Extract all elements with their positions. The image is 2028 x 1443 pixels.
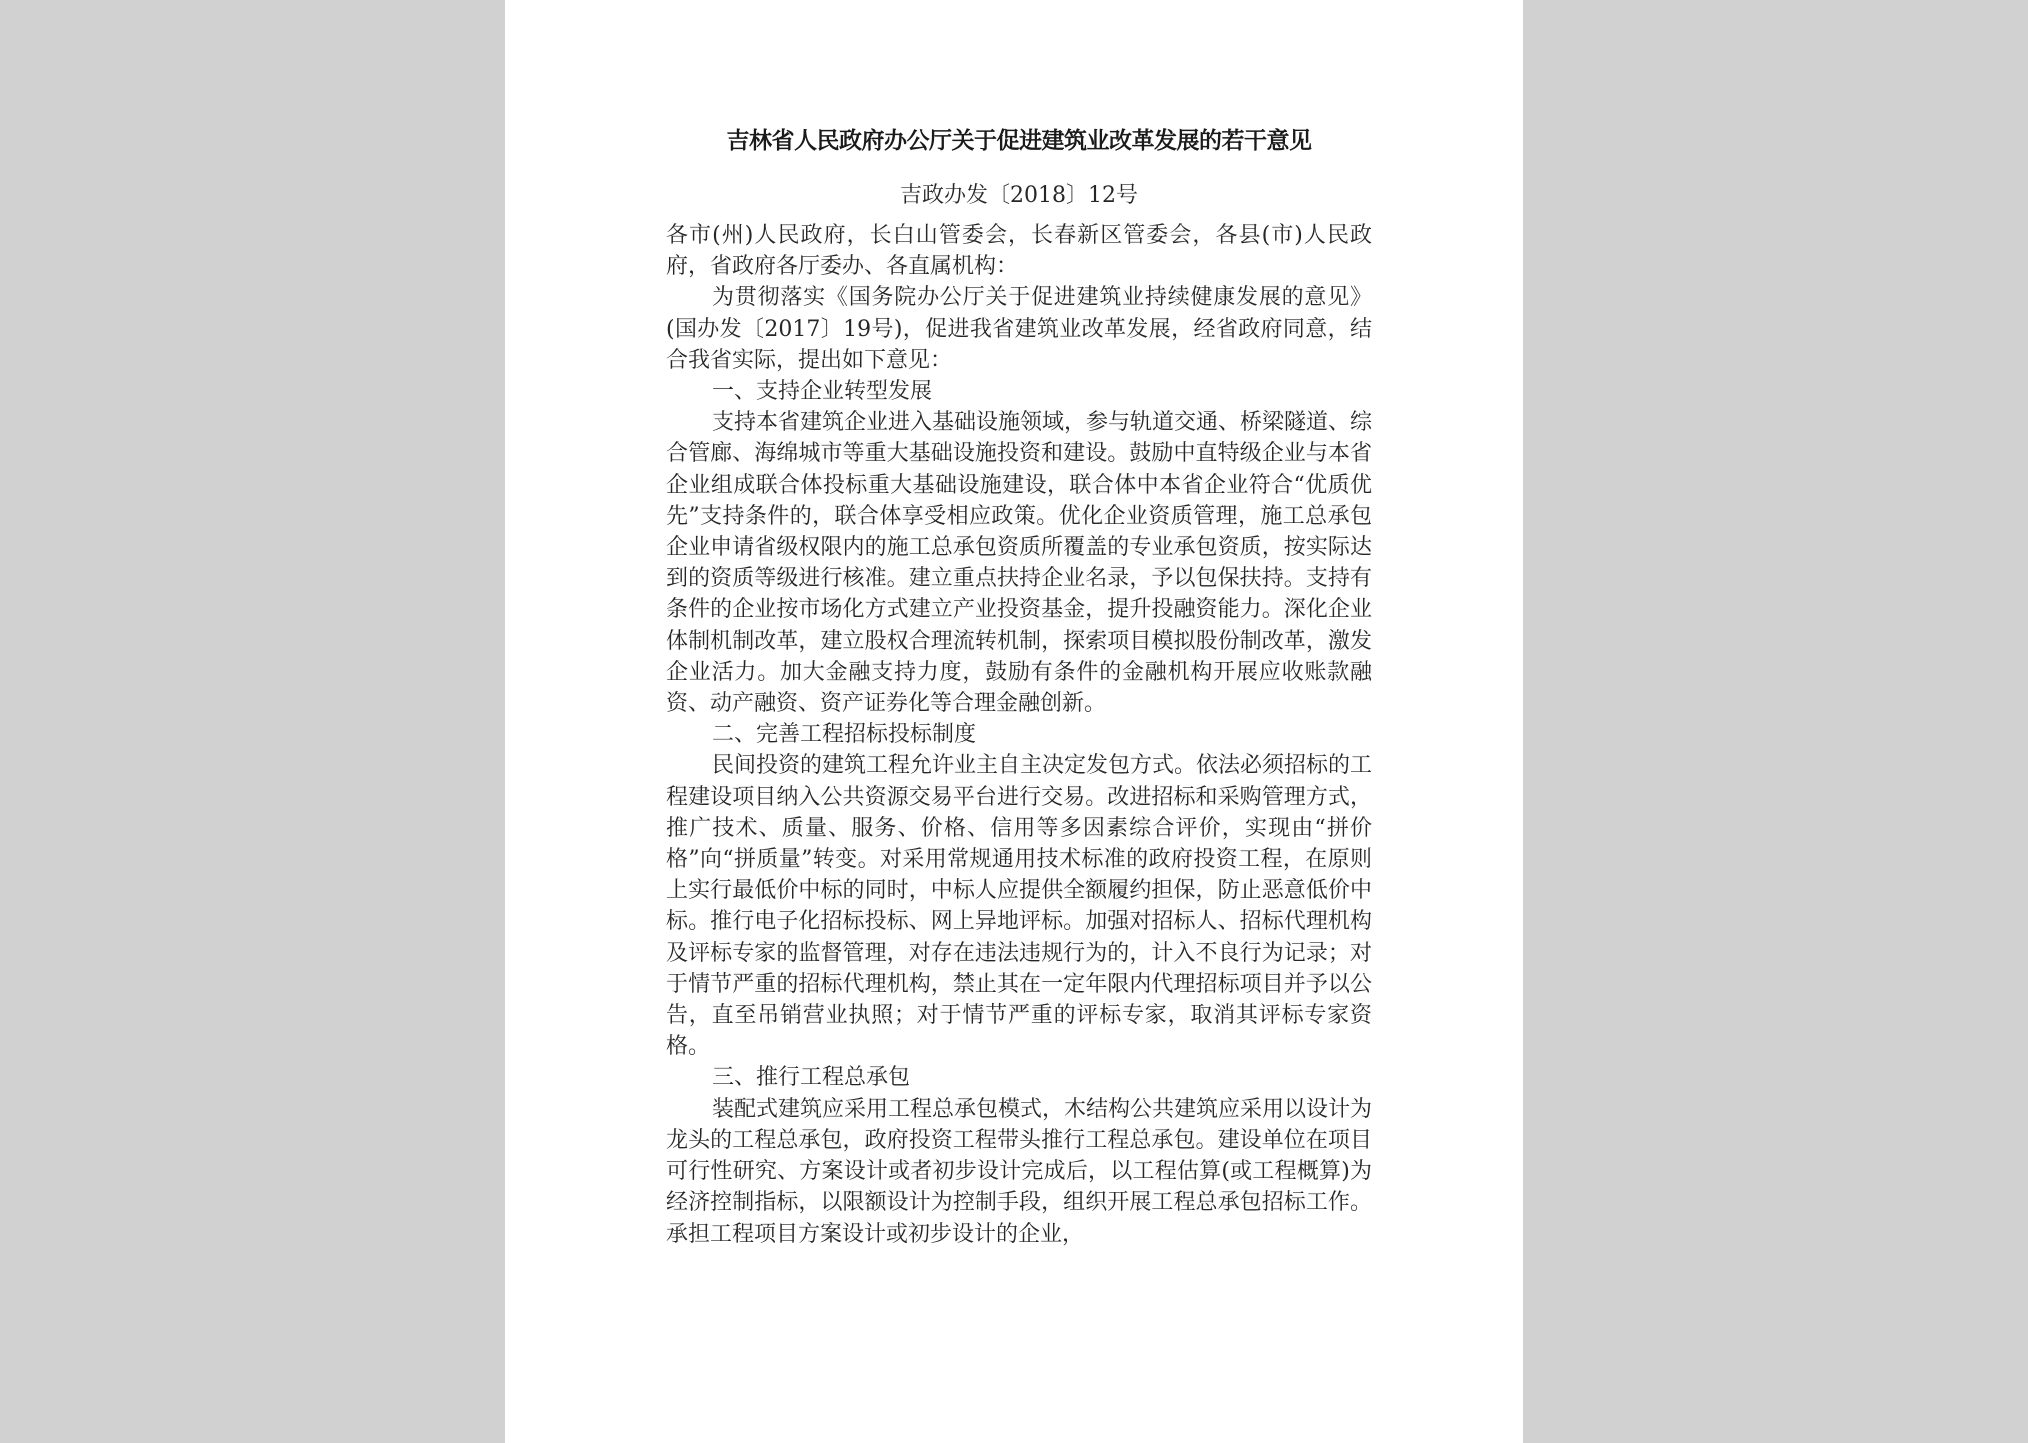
document-number: 吉政办发〔2018〕12号 bbox=[900, 183, 1138, 208]
addressee-paragraph: 各市(州)人民政府，长白山管委会，长春新区管委会，各县(市)人民政府，省政府各厅委办、各直属机构： bbox=[666, 223, 1372, 280]
section-body-1: 支持本省建筑企业进入基础设施领域，参与轨道交通、桥梁隧道、综合管廊、海绵城市等重大基础设施投资和建设。鼓励中直特级企业与本省企业组成联合体投标重大基础设施建设，联合体中本省企业符合“优质优先”支持条件的，联合体享受相应政策。优化企业资质管理，施工总承包企业申请省级权限内的施工总承包资质所覆盖的专业承包资质，按实际达到的资质等级进行核准。建立重点扶持企业名录，予以包保扶持。支持有条件的企业按市场化方式建立产业投资基金，提升投融资能力。深化企业体制机制改革，建立股权合理流转机制，探索项目模拟股份制改革，激发企业活力。加大金融支持力度，鼓励有条件的金融机构开展应收账款融资、动产融资、资产证券化等合理金融创新。 bbox=[666, 410, 1373, 717]
section-body-2: 民间投资的建筑工程允许业主自主决定发包方式。依法必须招标的工程建设项目纳入公共资源交易平台进行交易。改进招标和采购管理方式，推广技术、质量、服务、价格、信用等多因素综合评价，实现由“拼价格”向“拼质量”转变。对采用常规通用技术标准的政府投资工程，在原则上实行最低价中标的同时，中标人应提供全额履约担保，防止恶意低价中标。推行电子化招标投标、网上异地评标。加强对招标人、招标代理机构及评标专家的监督管理，对存在违法违规行为的，计入不良行为记录；对于情节严重的招标代理机构，禁止其在一定年限内代理招标项目并予以公告，直至吊销营业执照；对于情节严重的评标专家，取消其评标专家资格。 bbox=[666, 753, 1373, 1060]
document-title: 吉林省人民政府办公厅关于促进建筑业改革发展的若干意见 bbox=[726, 127, 1312, 154]
section-heading-3: 三、推行工程总承包 bbox=[712, 1065, 911, 1091]
section-heading-2: 二、完善工程招标投标制度 bbox=[712, 722, 977, 748]
document-page bbox=[505, 0, 1523, 1443]
intro-paragraph: 为贯彻落实《国务院办公厅关于促进建筑业持续健康发展的意见》(国办发〔2017〕19号)，促进我省建筑业改革发展，经省政府同意，结合我省实际，提出如下意见： bbox=[666, 285, 1372, 373]
section-heading-1: 一、支持企业转型发展 bbox=[712, 379, 933, 405]
section-body-3: 装配式建筑应采用工程总承包模式，木结构公共建筑应采用以设计为龙头的工程总承包，政府投资工程带头推行工程总承包。建设单位在项目可行性研究、方案设计或者初步设计完成后，以工程估算(或工程概算)为经济控制指标，以限额设计为控制手段，组织开展工程总承包招标工作。承担工程项目方案设计或初步设计的企业， bbox=[666, 1096, 1373, 1247]
document-content bbox=[666, 118, 1372, 1250]
